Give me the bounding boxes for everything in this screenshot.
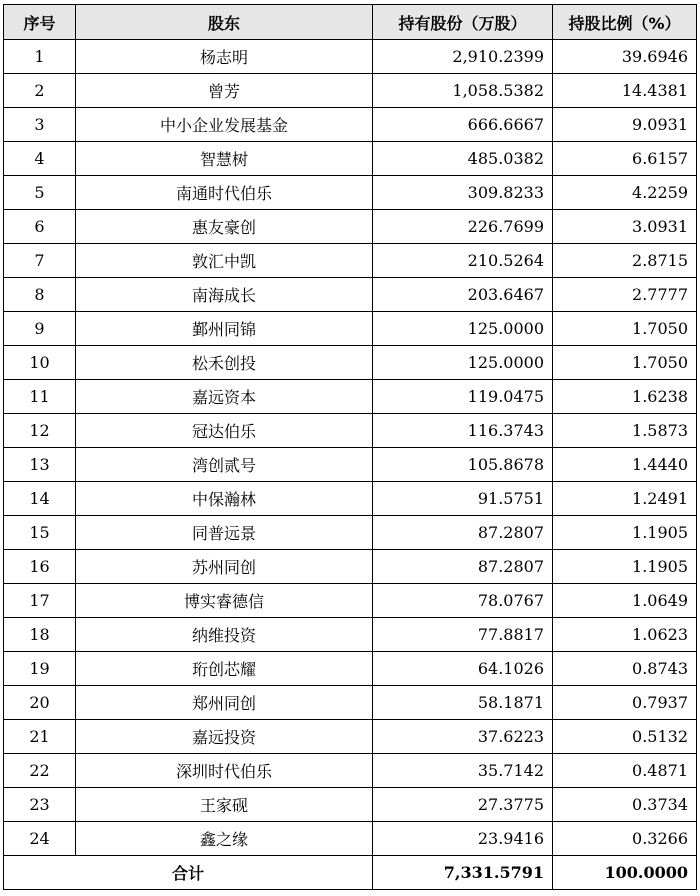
row-shares: 485.0382 [373,142,553,176]
row-no: 5 [4,176,76,210]
total-label: 合计 [4,856,373,890]
header-pct: 持股比例（%） [553,5,697,40]
row-shareholder-name: 曾芳 [76,74,373,108]
row-shares: 87.2807 [373,550,553,584]
row-shares: 210.5264 [373,244,553,278]
row-shares: 1,058.5382 [373,74,553,108]
row-shares: 87.2807 [373,516,553,550]
row-no: 17 [4,584,76,618]
table-header-row [4,5,697,40]
table-row [4,822,697,856]
table-row [4,176,697,210]
table-row [4,312,697,346]
row-pct: 0.4871 [553,754,697,788]
row-shares: 125.0000 [373,312,553,346]
row-shares: 116.3743 [373,414,553,448]
row-pct: 1.0623 [553,618,697,652]
header-name: 股东 [76,5,373,40]
row-pct: 0.8743 [553,652,697,686]
row-no: 3 [4,108,76,142]
row-no: 21 [4,720,76,754]
row-pct: 4.2259 [553,176,697,210]
row-shareholder-name: 深圳时代伯乐 [76,754,373,788]
header-shares: 持有股份（万股） [373,5,553,40]
row-no: 8 [4,278,76,312]
row-shareholder-name: 王家砚 [76,788,373,822]
row-shareholder-name: 中小企业发展基金 [76,108,373,142]
row-pct: 1.1905 [553,516,697,550]
row-shares: 203.6467 [373,278,553,312]
row-shares: 58.1871 [373,686,553,720]
row-shareholder-name: 惠友豪创 [76,210,373,244]
row-no: 10 [4,346,76,380]
row-no: 13 [4,448,76,482]
row-shares: 105.8678 [373,448,553,482]
table-row [4,584,697,618]
table-row [4,414,697,448]
row-no: 20 [4,686,76,720]
row-pct: 14.4381 [553,74,697,108]
row-shareholder-name: 中保瀚林 [76,482,373,516]
row-shareholder-name: 敦汇中凯 [76,244,373,278]
table-row [4,788,697,822]
table-row [4,754,697,788]
row-no: 16 [4,550,76,584]
row-pct: 1.6238 [553,380,697,414]
table-row [4,244,697,278]
row-no: 19 [4,652,76,686]
row-shareholder-name: 南通时代伯乐 [76,176,373,210]
row-shares: 125.0000 [373,346,553,380]
table-row [4,448,697,482]
row-shareholder-name: 同普远景 [76,516,373,550]
row-pct: 1.4440 [553,448,697,482]
row-no: 18 [4,618,76,652]
row-shares: 35.7142 [373,754,553,788]
row-no: 15 [4,516,76,550]
row-pct: 2.7777 [553,278,697,312]
row-pct: 0.7937 [553,686,697,720]
header-no: 序号 [4,5,76,40]
row-shares: 77.8817 [373,618,553,652]
row-no: 9 [4,312,76,346]
row-shares: 309.8233 [373,176,553,210]
row-pct: 6.6157 [553,142,697,176]
table-body [4,40,697,856]
row-shares: 2,910.2399 [373,40,553,74]
row-no: 1 [4,40,76,74]
table-row [4,380,697,414]
row-no: 12 [4,414,76,448]
total-row [4,856,697,890]
row-shareholder-name: 纳维投资 [76,618,373,652]
row-shares: 119.0475 [373,380,553,414]
table-row [4,142,697,176]
row-shares: 78.0767 [373,584,553,618]
row-shares: 666.6667 [373,108,553,142]
row-no: 14 [4,482,76,516]
row-no: 4 [4,142,76,176]
row-shareholder-name: 冠达伯乐 [76,414,373,448]
row-shareholder-name: 杨志明 [76,40,373,74]
row-shares: 23.9416 [373,822,553,856]
row-no: 7 [4,244,76,278]
row-shares: 91.5751 [373,482,553,516]
row-pct: 39.6946 [553,40,697,74]
table-row [4,278,697,312]
table-row [4,686,697,720]
row-pct: 9.0931 [553,108,697,142]
row-pct: 1.0649 [553,584,697,618]
row-pct: 1.2491 [553,482,697,516]
row-pct: 0.5132 [553,720,697,754]
row-pct: 1.5873 [553,414,697,448]
row-no: 22 [4,754,76,788]
row-pct: 1.1905 [553,550,697,584]
row-no: 2 [4,74,76,108]
row-no: 23 [4,788,76,822]
row-pct: 2.8715 [553,244,697,278]
row-shareholder-name: 松禾创投 [76,346,373,380]
row-shareholder-name: 嘉远资本 [76,380,373,414]
row-shares: 64.1026 [373,652,553,686]
row-pct: 3.0931 [553,210,697,244]
row-shares: 226.7699 [373,210,553,244]
row-shareholder-name: 嘉远投资 [76,720,373,754]
table-row [4,618,697,652]
table-row [4,74,697,108]
row-shareholder-name: 博实睿德信 [76,584,373,618]
table-row [4,482,697,516]
table-row [4,516,697,550]
total-shares: 7,331.5791 [373,856,553,890]
row-shares: 37.6223 [373,720,553,754]
row-pct: 0.3266 [553,822,697,856]
row-shareholder-name: 鄞州同锦 [76,312,373,346]
table-row [4,40,697,74]
row-shareholder-name: 湾创贰号 [76,448,373,482]
table-row [4,550,697,584]
total-pct: 100.0000 [553,856,697,890]
row-pct: 0.3734 [553,788,697,822]
row-no: 24 [4,822,76,856]
row-shareholder-name: 南海成长 [76,278,373,312]
table-row [4,720,697,754]
row-shareholder-name: 苏州同创 [76,550,373,584]
row-pct: 1.7050 [553,346,697,380]
row-shareholder-name: 智慧树 [76,142,373,176]
table-row [4,108,697,142]
row-no: 6 [4,210,76,244]
table-row [4,210,697,244]
table-row [4,652,697,686]
row-pct: 1.7050 [553,312,697,346]
row-shareholder-name: 珩创芯耀 [76,652,373,686]
row-no: 11 [4,380,76,414]
shareholder-table [3,4,697,890]
row-shareholder-name: 郑州同创 [76,686,373,720]
row-shareholder-name: 鑫之缘 [76,822,373,856]
row-shares: 27.3775 [373,788,553,822]
table-row [4,346,697,380]
